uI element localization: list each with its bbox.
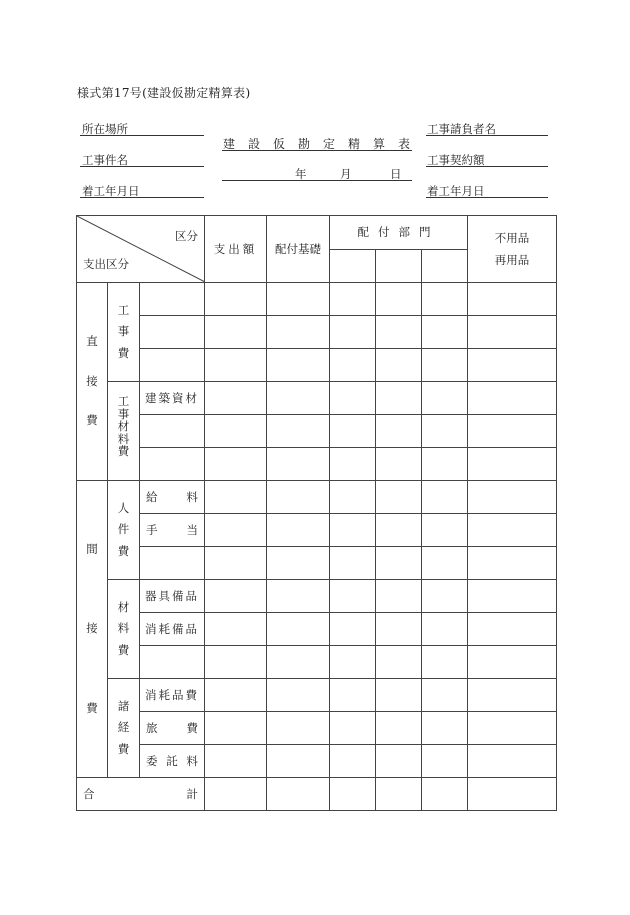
col-basis: 配付基礎: [267, 216, 330, 283]
location-label: 所在場所: [82, 122, 128, 136]
consignment: 委 託 料: [140, 745, 205, 778]
equipment: 器具備品: [140, 580, 205, 613]
total-label: 合 計: [77, 778, 205, 811]
misc-cost-label: 諸 経 費: [108, 679, 140, 778]
date-year: 年: [295, 167, 307, 181]
center-title-underline: [222, 150, 412, 151]
date-day: 日: [390, 167, 402, 181]
start-date-underline: [80, 197, 204, 198]
travel: 旅 費: [140, 712, 205, 745]
personnel-cost-label: 人 件 費: [108, 481, 140, 580]
start-date-right-underline: [426, 197, 548, 198]
location-underline: [80, 135, 204, 136]
col-expenditure: 支出額: [205, 216, 267, 283]
allowance: 手 当: [140, 514, 205, 547]
col-reused: 再用品: [494, 253, 530, 267]
start-date-label: 着工年月日: [82, 184, 140, 198]
form-title: 様式第17号(建設仮勘定精算表): [77, 86, 251, 100]
contract-amount-label: 工事契約額: [427, 153, 485, 167]
dept-cell: [422, 249, 468, 283]
indirect-cost-label: 間 接 費: [77, 481, 108, 778]
start-date-right-label: 着工年月日: [427, 184, 485, 198]
materials-cost-label: 材 料 費: [108, 580, 140, 679]
dept-cell: [376, 249, 422, 283]
contractor-underline: [426, 135, 548, 136]
material-cost-label: 工 事 材 料 費: [108, 382, 140, 481]
work-name-underline: [80, 166, 204, 167]
work-name-label: 工事件名: [82, 153, 128, 167]
construction-cost-label: 工 事 費: [108, 283, 140, 382]
col-department: 配付部門: [330, 216, 468, 250]
item-cell: [140, 283, 205, 316]
consumables: 消耗品費: [140, 679, 205, 712]
salary: 給 料: [140, 481, 205, 514]
date-month: 月: [340, 167, 352, 181]
diag-top-label: 区分: [175, 229, 198, 243]
diagonal-line: [77, 216, 205, 282]
contract-amount-underline: [426, 166, 548, 167]
consumable-equipment: 消耗備品: [140, 613, 205, 646]
building-materials: 建築資材: [140, 382, 205, 415]
diag-bottom-label: 支出区分: [83, 257, 129, 271]
col-unused-reused: [468, 216, 557, 283]
direct-cost-label: 直 接 費: [77, 283, 108, 481]
contractor-label: 工事請負者名: [427, 122, 496, 136]
center-title: 建設仮勘定精算表: [222, 137, 423, 151]
dept-cell: [330, 249, 376, 283]
settlement-table: [76, 215, 557, 811]
col-unused: 不用品: [494, 231, 530, 245]
diagonal-header-cell: [77, 216, 205, 283]
date-underline: [222, 180, 412, 181]
